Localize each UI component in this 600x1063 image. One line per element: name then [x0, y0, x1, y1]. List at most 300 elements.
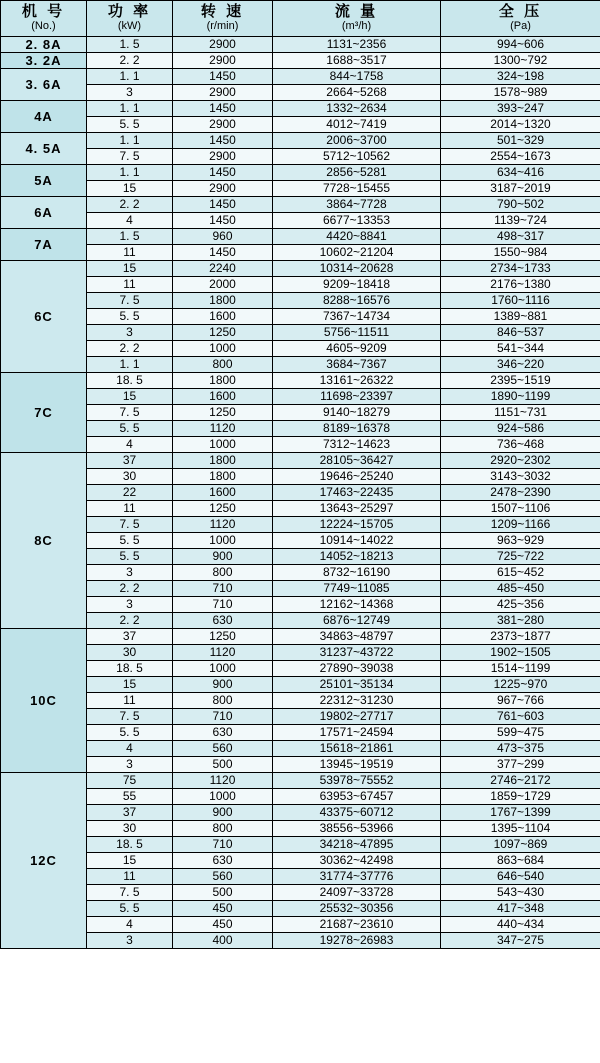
cell-model: 12C — [1, 773, 87, 949]
cell-pressure: 541~344 — [441, 341, 600, 357]
cell-speed: 1120 — [173, 421, 273, 437]
cell-speed: 710 — [173, 837, 273, 853]
cell-pressure: 1902~1505 — [441, 645, 600, 661]
column-header-pressure — [441, 1, 600, 37]
cell-speed: 1000 — [173, 437, 273, 453]
cell-pressure: 485~450 — [441, 581, 600, 597]
cell-flow: 10314~20628 — [273, 261, 441, 277]
column-header-power-main: 功 率 — [107, 3, 152, 20]
table-row — [1, 869, 600, 885]
cell-flow: 2856~5281 — [273, 165, 441, 181]
cell-speed: 1450 — [173, 133, 273, 149]
cell-model: 5A — [1, 165, 87, 197]
cell-speed: 2000 — [173, 277, 273, 293]
cell-power: 7. 5 — [87, 709, 173, 725]
cell-pressure: 1225~970 — [441, 677, 600, 693]
cell-power: 4 — [87, 213, 173, 229]
cell-power: 4 — [87, 917, 173, 933]
table-row — [1, 821, 600, 837]
cell-flow: 12162~14368 — [273, 597, 441, 613]
cell-pressure: 1550~984 — [441, 245, 600, 261]
cell-speed: 2900 — [173, 53, 273, 69]
cell-speed: 1000 — [173, 789, 273, 805]
cell-flow: 21687~23610 — [273, 917, 441, 933]
cell-flow: 2006~3700 — [273, 133, 441, 149]
cell-power: 5. 5 — [87, 533, 173, 549]
cell-pressure: 473~375 — [441, 741, 600, 757]
cell-power: 7. 5 — [87, 293, 173, 309]
cell-power: 3 — [87, 565, 173, 581]
cell-flow: 13643~25297 — [273, 501, 441, 517]
cell-flow: 24097~33728 — [273, 885, 441, 901]
cell-pressure: 846~537 — [441, 325, 600, 341]
cell-flow: 4012~7419 — [273, 117, 441, 133]
cell-pressure: 994~606 — [441, 37, 600, 53]
cell-flow: 31237~43722 — [273, 645, 441, 661]
cell-speed: 500 — [173, 757, 273, 773]
cell-pressure: 2176~1380 — [441, 277, 600, 293]
cell-flow: 15618~21861 — [273, 741, 441, 757]
cell-power: 22 — [87, 485, 173, 501]
cell-pressure: 1578~989 — [441, 85, 600, 101]
cell-pressure: 2478~2390 — [441, 485, 600, 501]
cell-speed: 1450 — [173, 165, 273, 181]
cell-power: 7. 5 — [87, 517, 173, 533]
table-row — [1, 693, 600, 709]
cell-flow: 3864~7728 — [273, 197, 441, 213]
table-row — [1, 229, 600, 245]
cell-power: 75 — [87, 773, 173, 789]
cell-flow: 28105~36427 — [273, 453, 441, 469]
cell-power: 18. 5 — [87, 837, 173, 853]
cell-speed: 1000 — [173, 533, 273, 549]
cell-speed: 1120 — [173, 773, 273, 789]
table-row — [1, 389, 600, 405]
cell-flow: 25532~30356 — [273, 901, 441, 917]
cell-flow: 9140~18279 — [273, 405, 441, 421]
cell-speed: 900 — [173, 805, 273, 821]
cell-speed: 2900 — [173, 85, 273, 101]
cell-pressure: 1767~1399 — [441, 805, 600, 821]
cell-power: 4 — [87, 741, 173, 757]
cell-flow: 10914~14022 — [273, 533, 441, 549]
cell-power: 11 — [87, 501, 173, 517]
cell-pressure: 2746~2172 — [441, 773, 600, 789]
table-row — [1, 357, 600, 373]
table-row — [1, 341, 600, 357]
cell-speed: 1800 — [173, 469, 273, 485]
cell-pressure: 736~468 — [441, 437, 600, 453]
cell-pressure: 381~280 — [441, 613, 600, 629]
cell-speed: 2900 — [173, 149, 273, 165]
cell-pressure: 646~540 — [441, 869, 600, 885]
cell-flow: 3684~7367 — [273, 357, 441, 373]
cell-speed: 1450 — [173, 197, 273, 213]
table-row — [1, 533, 600, 549]
cell-speed: 630 — [173, 853, 273, 869]
cell-power: 3 — [87, 325, 173, 341]
cell-pressure: 1395~1104 — [441, 821, 600, 837]
cell-pressure: 634~416 — [441, 165, 600, 181]
column-header-model-main: 机 号 — [21, 3, 66, 20]
table-row — [1, 901, 600, 917]
cell-power: 5. 5 — [87, 421, 173, 437]
table-row — [1, 661, 600, 677]
cell-power: 30 — [87, 469, 173, 485]
cell-power: 3 — [87, 85, 173, 101]
table-row — [1, 325, 600, 341]
cell-flow: 17571~24594 — [273, 725, 441, 741]
cell-speed: 1120 — [173, 645, 273, 661]
cell-flow: 1332~2634 — [273, 101, 441, 117]
table-row — [1, 437, 600, 453]
cell-pressure: 501~329 — [441, 133, 600, 149]
cell-flow: 19278~26983 — [273, 933, 441, 949]
cell-flow: 19646~25240 — [273, 469, 441, 485]
cell-power: 5. 5 — [87, 549, 173, 565]
column-header-model-sub: (No.) — [31, 20, 56, 32]
cell-flow: 1688~3517 — [273, 53, 441, 69]
table-row — [1, 565, 600, 581]
cell-speed: 1600 — [173, 485, 273, 501]
cell-pressure: 1890~1199 — [441, 389, 600, 405]
table-row — [1, 757, 600, 773]
table-row — [1, 85, 600, 101]
cell-model: 4. 5A — [1, 133, 87, 165]
cell-pressure: 1389~881 — [441, 309, 600, 325]
cell-model: 6A — [1, 197, 87, 229]
cell-speed: 1000 — [173, 661, 273, 677]
cell-pressure: 725~722 — [441, 549, 600, 565]
cell-flow: 6876~12749 — [273, 613, 441, 629]
header-row — [1, 1, 600, 37]
cell-power: 3 — [87, 757, 173, 773]
cell-speed: 450 — [173, 901, 273, 917]
cell-power: 18. 5 — [87, 661, 173, 677]
cell-power: 55 — [87, 789, 173, 805]
cell-flow: 4420~8841 — [273, 229, 441, 245]
cell-flow: 11698~23397 — [273, 389, 441, 405]
cell-power: 15 — [87, 677, 173, 693]
cell-pressure: 3187~2019 — [441, 181, 600, 197]
cell-flow: 13161~26322 — [273, 373, 441, 389]
table-row — [1, 53, 600, 69]
cell-pressure: 924~586 — [441, 421, 600, 437]
cell-pressure: 2373~1877 — [441, 629, 600, 645]
cell-power: 4 — [87, 437, 173, 453]
cell-flow: 53978~75552 — [273, 773, 441, 789]
cell-flow: 9209~18418 — [273, 277, 441, 293]
table-row — [1, 917, 600, 933]
cell-power: 5. 5 — [87, 901, 173, 917]
cell-power: 15 — [87, 181, 173, 197]
table-row — [1, 293, 600, 309]
cell-power: 18. 5 — [87, 373, 173, 389]
table-row — [1, 117, 600, 133]
cell-speed: 710 — [173, 709, 273, 725]
cell-flow: 22312~31230 — [273, 693, 441, 709]
table-row — [1, 309, 600, 325]
table-row — [1, 549, 600, 565]
table-row — [1, 581, 600, 597]
cell-pressure: 440~434 — [441, 917, 600, 933]
cell-power: 7. 5 — [87, 405, 173, 421]
cell-power: 3 — [87, 933, 173, 949]
table-row — [1, 677, 600, 693]
table-row — [1, 501, 600, 517]
column-header-power-sub: (kW) — [117, 20, 142, 32]
cell-speed: 630 — [173, 613, 273, 629]
cell-power: 1. 1 — [87, 165, 173, 181]
cell-power: 30 — [87, 645, 173, 661]
cell-speed: 960 — [173, 229, 273, 245]
cell-pressure: 967~766 — [441, 693, 600, 709]
cell-model: 6C — [1, 261, 87, 373]
cell-flow: 6677~13353 — [273, 213, 441, 229]
cell-speed: 560 — [173, 741, 273, 757]
table-row — [1, 741, 600, 757]
table-row — [1, 805, 600, 821]
cell-power: 11 — [87, 277, 173, 293]
cell-power: 7. 5 — [87, 149, 173, 165]
cell-pressure: 963~929 — [441, 533, 600, 549]
table-row — [1, 933, 600, 949]
cell-speed: 2900 — [173, 117, 273, 133]
column-header-speed — [173, 1, 273, 37]
cell-pressure: 1760~1116 — [441, 293, 600, 309]
cell-pressure: 543~430 — [441, 885, 600, 901]
cell-power: 2. 2 — [87, 197, 173, 213]
cell-flow: 5712~10562 — [273, 149, 441, 165]
cell-pressure: 393~247 — [441, 101, 600, 117]
cell-power: 7. 5 — [87, 885, 173, 901]
table-row — [1, 277, 600, 293]
cell-pressure: 377~299 — [441, 757, 600, 773]
cell-speed: 1250 — [173, 325, 273, 341]
table-row — [1, 645, 600, 661]
cell-flow: 31774~37776 — [273, 869, 441, 885]
cell-power: 11 — [87, 245, 173, 261]
cell-pressure: 863~684 — [441, 853, 600, 869]
cell-speed: 900 — [173, 549, 273, 565]
column-header-power — [87, 1, 173, 37]
cell-power: 15 — [87, 261, 173, 277]
cell-speed: 800 — [173, 821, 273, 837]
table-row — [1, 133, 600, 149]
cell-power: 2. 2 — [87, 341, 173, 357]
table-row — [1, 69, 600, 85]
column-header-speed-main: 转 速 — [200, 3, 245, 20]
cell-pressure: 2395~1519 — [441, 373, 600, 389]
cell-pressure: 1139~724 — [441, 213, 600, 229]
cell-speed: 800 — [173, 565, 273, 581]
cell-flow: 7367~14734 — [273, 309, 441, 325]
cell-pressure: 1514~1199 — [441, 661, 600, 677]
table-row — [1, 773, 600, 789]
table-row — [1, 469, 600, 485]
cell-model: 2. 8A — [1, 37, 87, 53]
cell-flow: 19802~27717 — [273, 709, 441, 725]
table-row — [1, 517, 600, 533]
cell-flow: 63953~67457 — [273, 789, 441, 805]
cell-power: 1. 1 — [87, 133, 173, 149]
cell-speed: 1250 — [173, 629, 273, 645]
cell-flow: 7749~11085 — [273, 581, 441, 597]
cell-speed: 630 — [173, 725, 273, 741]
table-body — [1, 37, 600, 949]
table-row — [1, 885, 600, 901]
cell-power: 5. 5 — [87, 309, 173, 325]
cell-speed: 560 — [173, 869, 273, 885]
cell-pressure: 346~220 — [441, 357, 600, 373]
column-header-flow — [273, 1, 441, 37]
cell-flow: 17463~22435 — [273, 485, 441, 501]
cell-flow: 30362~42498 — [273, 853, 441, 869]
cell-power: 15 — [87, 853, 173, 869]
cell-model: 8C — [1, 453, 87, 629]
cell-flow: 2664~5268 — [273, 85, 441, 101]
cell-pressure: 2920~2302 — [441, 453, 600, 469]
cell-speed: 2240 — [173, 261, 273, 277]
table-row — [1, 373, 600, 389]
cell-model: 3. 6A — [1, 69, 87, 101]
cell-pressure: 425~356 — [441, 597, 600, 613]
column-header-model — [1, 1, 87, 37]
table-row — [1, 789, 600, 805]
table-row — [1, 165, 600, 181]
cell-flow: 38556~53966 — [273, 821, 441, 837]
cell-power: 5. 5 — [87, 117, 173, 133]
table-row — [1, 245, 600, 261]
cell-flow: 7312~14623 — [273, 437, 441, 453]
cell-pressure: 2014~1320 — [441, 117, 600, 133]
table-row — [1, 629, 600, 645]
cell-power: 11 — [87, 869, 173, 885]
cell-power: 30 — [87, 821, 173, 837]
cell-speed: 1250 — [173, 405, 273, 421]
table-row — [1, 837, 600, 853]
table-row — [1, 213, 600, 229]
cell-flow: 5756~11511 — [273, 325, 441, 341]
cell-speed: 1120 — [173, 517, 273, 533]
cell-pressure: 417~348 — [441, 901, 600, 917]
cell-pressure: 1097~869 — [441, 837, 600, 853]
cell-power: 15 — [87, 389, 173, 405]
cell-pressure: 324~198 — [441, 69, 600, 85]
cell-pressure: 1151~731 — [441, 405, 600, 421]
cell-power: 1. 1 — [87, 357, 173, 373]
cell-pressure: 498~317 — [441, 229, 600, 245]
cell-speed: 500 — [173, 885, 273, 901]
table-row — [1, 261, 600, 277]
table-row — [1, 101, 600, 117]
table-row — [1, 149, 600, 165]
cell-flow: 1131~2356 — [273, 37, 441, 53]
table-row — [1, 181, 600, 197]
cell-speed: 1450 — [173, 245, 273, 261]
cell-pressure: 1507~1106 — [441, 501, 600, 517]
cell-power: 5. 5 — [87, 725, 173, 741]
cell-model: 7A — [1, 229, 87, 261]
cell-speed: 1000 — [173, 341, 273, 357]
cell-power: 2. 2 — [87, 53, 173, 69]
cell-flow: 8189~16378 — [273, 421, 441, 437]
cell-power: 2. 2 — [87, 581, 173, 597]
cell-power: 2. 2 — [87, 613, 173, 629]
cell-speed: 1800 — [173, 373, 273, 389]
column-header-flow-sub: (m³/h) — [341, 20, 372, 32]
table-row — [1, 197, 600, 213]
table-row — [1, 613, 600, 629]
cell-model: 7C — [1, 373, 87, 453]
cell-flow: 27890~39038 — [273, 661, 441, 677]
cell-pressure: 1209~1166 — [441, 517, 600, 533]
cell-pressure: 761~603 — [441, 709, 600, 725]
cell-model: 3. 2A — [1, 53, 87, 69]
cell-flow: 43375~60712 — [273, 805, 441, 821]
cell-power: 1. 1 — [87, 69, 173, 85]
cell-speed: 2900 — [173, 37, 273, 53]
column-header-pressure-sub: (Pa) — [510, 20, 531, 32]
cell-speed: 450 — [173, 917, 273, 933]
table-row — [1, 405, 600, 421]
cell-speed: 400 — [173, 933, 273, 949]
table-row — [1, 725, 600, 741]
cell-power: 3 — [87, 597, 173, 613]
cell-pressure: 3143~3032 — [441, 469, 600, 485]
cell-flow: 12224~15705 — [273, 517, 441, 533]
cell-pressure: 615~452 — [441, 565, 600, 581]
cell-speed: 2900 — [173, 181, 273, 197]
table-row — [1, 37, 600, 53]
table-row — [1, 597, 600, 613]
cell-speed: 710 — [173, 581, 273, 597]
column-header-speed-sub: (r/min) — [206, 20, 239, 32]
table-row — [1, 709, 600, 725]
cell-model: 10C — [1, 629, 87, 773]
cell-speed: 1800 — [173, 453, 273, 469]
cell-model: 4A — [1, 101, 87, 133]
cell-power: 37 — [87, 805, 173, 821]
cell-power: 1. 5 — [87, 229, 173, 245]
cell-speed: 1250 — [173, 501, 273, 517]
cell-speed: 710 — [173, 597, 273, 613]
cell-speed: 800 — [173, 357, 273, 373]
cell-pressure: 599~475 — [441, 725, 600, 741]
cell-flow: 25101~35134 — [273, 677, 441, 693]
table-head — [1, 1, 600, 37]
cell-flow: 34218~47895 — [273, 837, 441, 853]
cell-power: 1. 1 — [87, 101, 173, 117]
cell-pressure: 790~502 — [441, 197, 600, 213]
cell-pressure: 2734~1733 — [441, 261, 600, 277]
cell-flow: 8288~16576 — [273, 293, 441, 309]
cell-flow: 8732~16190 — [273, 565, 441, 581]
cell-pressure: 1859~1729 — [441, 789, 600, 805]
cell-power: 37 — [87, 453, 173, 469]
cell-speed: 1800 — [173, 293, 273, 309]
cell-flow: 4605~9209 — [273, 341, 441, 357]
cell-flow: 34863~48797 — [273, 629, 441, 645]
cell-speed: 1450 — [173, 69, 273, 85]
cell-speed: 900 — [173, 677, 273, 693]
cell-flow: 13945~19519 — [273, 757, 441, 773]
cell-flow: 14052~18213 — [273, 549, 441, 565]
cell-power: 37 — [87, 629, 173, 645]
table-row — [1, 485, 600, 501]
cell-pressure: 2554~1673 — [441, 149, 600, 165]
cell-speed: 1600 — [173, 389, 273, 405]
